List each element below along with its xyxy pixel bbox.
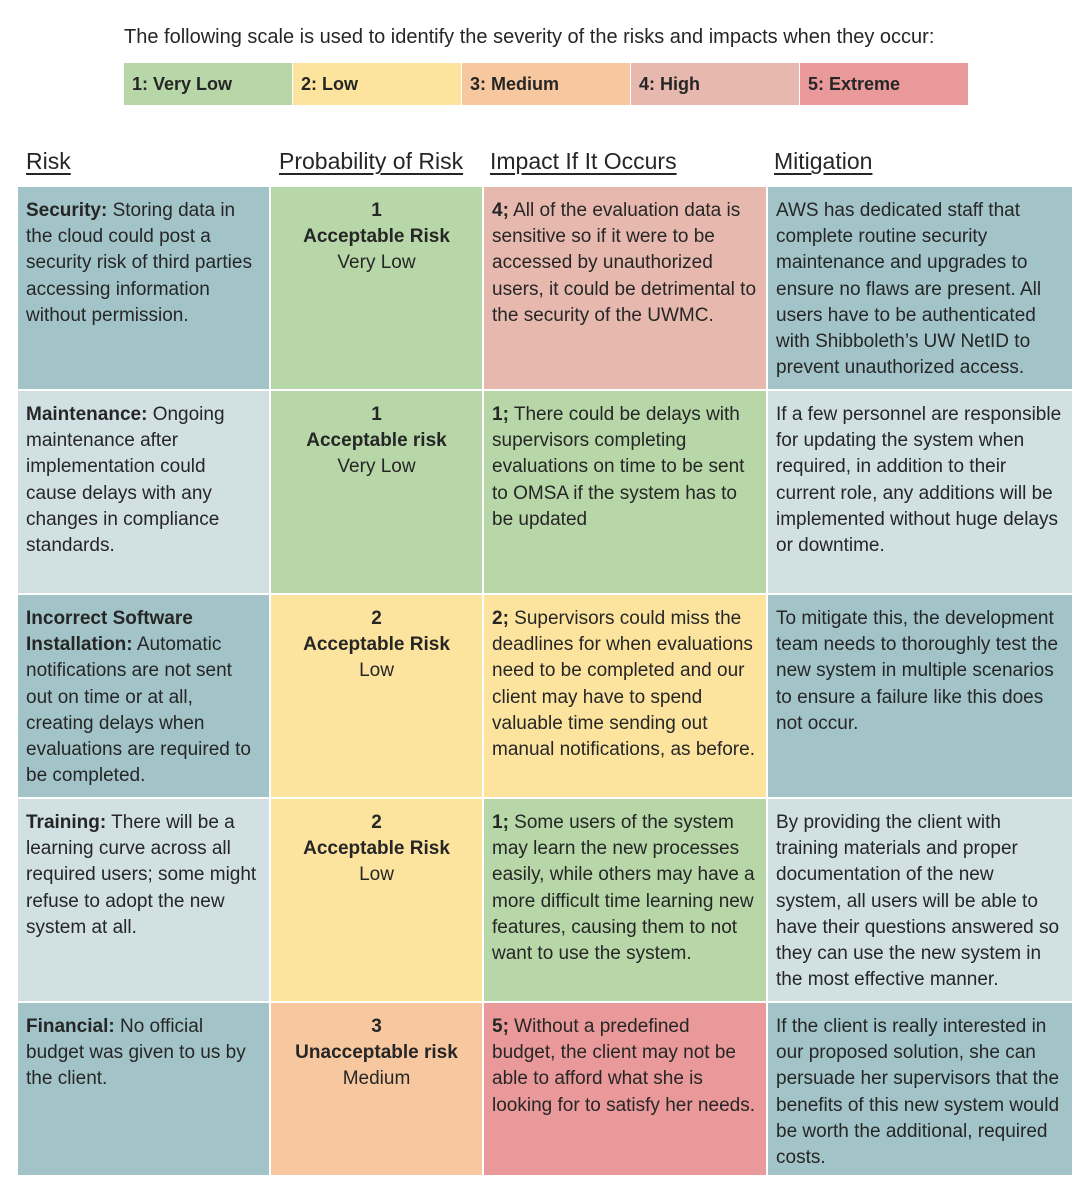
impact-number: 4; [492,200,509,221]
risk-title: Incorrect Software Installation: [26,608,193,656]
mitigation-cell: If a few personnel are responsible for updating the system when required, in addition to their current role, any additions will be implemented without huge delays or downtime. [768,391,1072,593]
risk-cell [18,187,269,389]
impact-number: 2; [492,608,509,629]
risk-description: Storing data in the cloud could post a security risk of third parties accessing information without permission. [26,200,252,326]
risk-description: There will be a learning curve across all required users; some might refuse to adopt the new system at all. [26,812,257,938]
mitigation-cell: To mitigate this, the development team needs to thoroughly test the new system in multiple scenarios to ensure a failure like this does not occur. [768,595,1072,797]
probability-cell [271,799,482,1001]
table-row [18,391,1072,595]
scale-low: 2: Low [293,63,461,105]
risk-description: Automatic notifications are not sent out on time or at all, creating delays when evaluations are required to be completed. [26,634,251,787]
impact-description: Some users of the system may learn the new processes easily, while others may have a more difficult time learning new features, causing them to not want to use the system. [492,812,755,965]
scale-medium: 3: Medium [462,63,630,105]
impact-cell [484,391,766,593]
header-risk: Risk [26,148,71,174]
probability-cell [271,187,482,389]
probability-label: Unacceptable risk [295,1042,458,1064]
probability-number: 2 [371,812,382,833]
impact-cell [484,187,766,389]
probability-label: Acceptable Risk [303,634,450,656]
impact-description: All of the evaluation data is sensitive so if it were to be accessed by unauthorized users, it could be detrimental to the security of the UWMC. [492,200,757,326]
risk-title: Maintenance: [26,404,148,425]
impact-cell [484,595,766,797]
table-row [18,799,1072,1003]
risk-cell [18,595,269,797]
impact-cell [484,1003,766,1175]
probability-number: 1 [371,404,382,425]
impact-description: Supervisors could miss the deadlines for when evaluations need to be completed and our client may have to spend valuable time sending out manual notifications, as before. [492,608,755,761]
impact-description: There could be delays with supervisors completing evaluations on time to be sent to OMSA if the system has to be updated [492,404,745,530]
probability-label: Acceptable risk [306,430,447,452]
probability-cell [271,595,482,797]
impact-description: Without a predefined budget, the client may not be able to afford what she is looking for to satisfy her needs. [492,1016,755,1116]
risk-title: Training: [26,812,107,833]
risk-title: Financial: [26,1016,115,1037]
risk-cell [18,391,269,593]
scale-very-low: 1: Very Low [124,63,292,105]
risk-cell [18,1003,269,1175]
table-row [18,1003,1072,1177]
risk-description: No official budget was given to us by the client. [26,1016,246,1090]
probability-level: Low [359,660,394,682]
scale-high: 4: High [631,63,799,105]
probability-number: 2 [371,608,382,629]
impact-number: 5; [492,1016,509,1037]
probability-number: 1 [371,200,382,221]
mitigation-cell: AWS has dedicated staff that complete routine security maintenance and upgrades to ensure no flaws are present. All users have to be authenticated with Shibboleth’s UW NetID to prevent unauthorized access. [768,187,1072,389]
probability-level: Very Low [337,456,416,478]
scale-extreme: 5: Extreme [800,63,968,105]
probability-label: Acceptable Risk [303,838,450,860]
impact-number: 1; [492,404,509,425]
scale-intro-text: The following scale is used to identify the severity of the risks and impacts when they occur: [124,26,935,48]
header-impact: Impact If It Occurs [490,148,677,174]
table-row [18,595,1072,799]
risk-cell [18,799,269,1001]
probability-cell [271,1003,482,1175]
mitigation-cell: By providing the client with training materials and proper documentation of the new system, all users will be able to have their questions answered so they can use the new system in the most effective manner. [768,799,1072,1001]
probability-number: 3 [371,1016,382,1037]
header-mitigation: Mitigation [774,148,873,174]
probability-cell [271,391,482,593]
impact-number: 1; [492,812,509,833]
probability-level: Low [359,864,394,886]
probability-label: Acceptable Risk [303,226,450,248]
risk-table [18,185,1072,1177]
table-row [18,187,1072,391]
mitigation-cell: If the client is really interested in our proposed solution, she can persuade her supervisors that the benefits of this new system would be worth the additional, required costs. [768,1003,1072,1175]
risk-description: Ongoing maintenance after implementation could cause delays with any changes in compliance standards. [26,404,225,557]
severity-scale [124,63,968,105]
impact-cell [484,799,766,1001]
probability-level: Very Low [337,252,416,274]
risk-title: Security: [26,200,108,221]
probability-level: Medium [342,1068,411,1090]
header-probability: Probability of Risk [279,148,464,174]
